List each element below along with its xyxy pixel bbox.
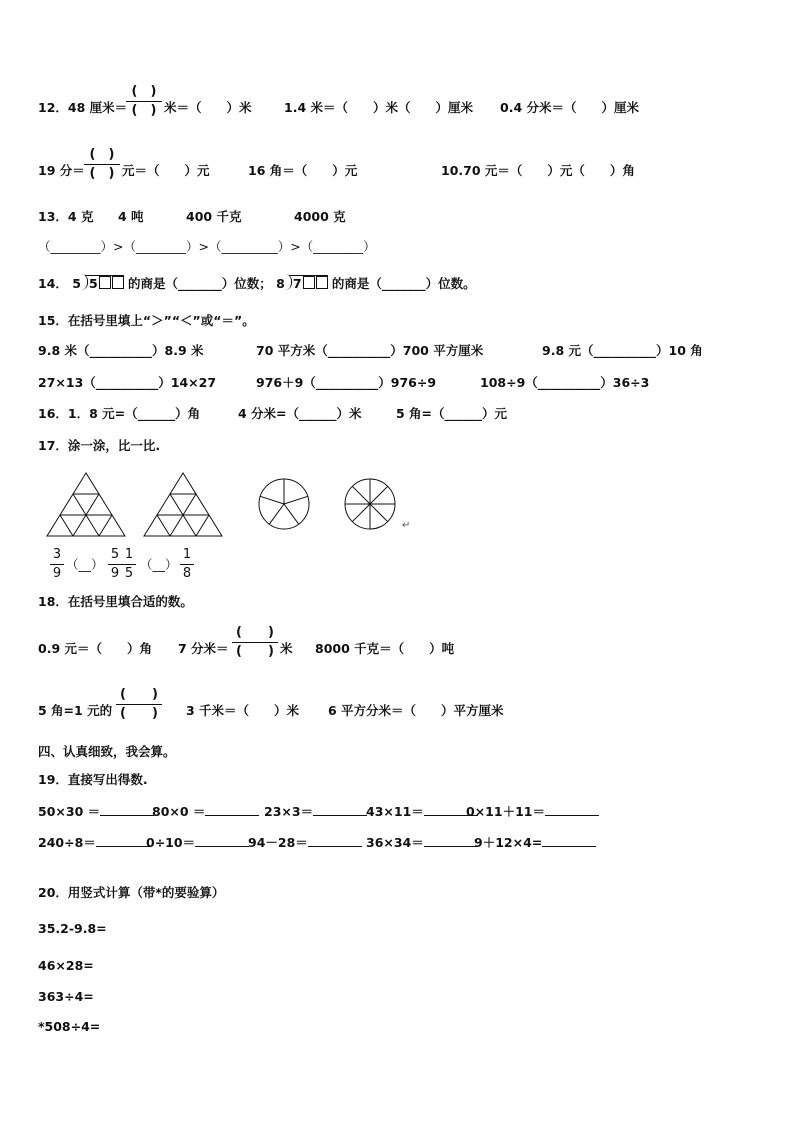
q19-r1-3: 23×3＝: [264, 803, 367, 820]
q19-r2-5: 9＋12×4=: [474, 834, 596, 851]
q18-r2-p3: 6 平方分米＝（ ）平方厘米: [328, 703, 504, 718]
fraction-3-9: 3 9: [50, 546, 64, 583]
blank-box: [112, 276, 124, 289]
fraction-1-8: 1 8: [180, 546, 194, 583]
q19-title: 19．直接写出得数.: [38, 772, 148, 787]
q12-row2-p1: 19 分＝: [38, 163, 85, 178]
fraction-5-9: 5 9: [108, 546, 122, 583]
q14-line: 14． 5 5 的商是（_______）位数； 8 7 的商是（_______）位数。: [38, 276, 476, 291]
fraction-blank: ( ) ( ): [126, 83, 162, 120]
fraction-1-5: 1 5: [122, 546, 136, 583]
return-mark: ↵: [402, 520, 411, 531]
triangle-figure-2: [143, 472, 223, 538]
q20-item-4: *508÷4=: [38, 1019, 101, 1034]
q15-title: 15．在括号里填上“＞”“＜”或“＝”。: [38, 313, 255, 328]
q18-r1-p1: 0.9 元＝（ ）角: [38, 641, 152, 656]
blank-box: [316, 276, 328, 289]
blank-box: [99, 276, 111, 289]
q16-a: 16．1．8 元=（______）角: [38, 406, 201, 421]
q19-r1-2: 80×0 ＝: [152, 803, 259, 820]
q18-r2-p2: 3 千米＝（ ）米: [186, 703, 300, 718]
q18-r2-p1: 5 角=1 元的: [38, 703, 113, 718]
circle-eighths: [344, 478, 396, 530]
q18-r1-p2: 7 分米＝: [178, 641, 229, 656]
q19-r1-1: 50×30 ＝: [38, 803, 154, 820]
q12-row2-p4: 10.70 元＝（ ）元（ ）角: [441, 163, 635, 178]
q19-r1-4: 43×11＝: [366, 803, 478, 820]
q20-item-3: 363÷4=: [38, 989, 94, 1004]
circle-fifths: [258, 478, 310, 530]
q15-r1-c: 9.8 元（__________）10 角: [542, 343, 703, 358]
q13-item-1: 13．4 克: [38, 209, 94, 224]
q18-title: 18．在括号里填合适的数。: [38, 594, 193, 609]
q12-row2-p2: 元＝（ ）元: [122, 163, 210, 178]
blank-box: [303, 276, 315, 289]
q15-r1-a: 9.8 米（__________）8.9 米: [38, 343, 204, 358]
q15-r1-b: 70 平方米（__________）700 平方厘米: [256, 343, 484, 358]
section-4-heading: 四、认真细致，我会算。: [38, 744, 176, 759]
long-division-1: 5 5: [72, 276, 123, 291]
q20-title: 20．用竖式计算（带*的要验算）: [38, 885, 225, 900]
triangle-figure-1: [46, 472, 126, 538]
q19-r2-4: 36×34＝: [366, 834, 478, 851]
q20-item-2: 46×28=: [38, 958, 94, 973]
q19-r1-5: 0×11＋11＝: [466, 803, 599, 820]
q18-r1-p3: 米: [280, 641, 293, 656]
q13-compare: （________）>（________）>（_________）>（________）: [38, 239, 376, 254]
q15-r2-c: 108÷9（__________）36÷3: [480, 375, 650, 390]
long-division-2: 8 7: [276, 276, 327, 291]
q12-row1-p3: 1.4 米＝（ ）米（ ）厘米: [284, 100, 473, 115]
q19-r2-2: 0÷10＝: [146, 834, 249, 851]
compare-blank-1: （__）: [66, 557, 104, 572]
q12-row1-p1: 12．48 厘米＝: [38, 100, 128, 115]
q13-item-4: 4000 克: [294, 209, 346, 224]
q13-item-2: 4 吨: [118, 209, 144, 224]
q19-r2-3: 94－28＝: [248, 834, 362, 851]
q16-b: 4 分米=（______）米: [238, 406, 362, 421]
q12-row2-p3: 16 角＝（ ）元: [248, 163, 358, 178]
fraction-blank: ( ) ( ): [232, 624, 278, 661]
q12-row1-p4: 0.4 分米＝（ ）厘米: [500, 100, 639, 115]
compare-blank-2: （__）: [140, 557, 178, 572]
q18-r1-p4: 8000 千克＝（ ）吨: [315, 641, 455, 656]
fraction-blank: ( ) ( ): [116, 686, 162, 723]
q13-item-3: 400 千克: [186, 209, 242, 224]
q15-r2-b: 976＋9（__________）976÷9: [256, 375, 437, 390]
q20-item-1: 35.2-9.8=: [38, 921, 107, 936]
fraction-blank: ( ) ( ): [84, 146, 120, 183]
q12-row1-p2: 米＝（ ）米: [164, 100, 252, 115]
q17-title: 17．涂一涂，比一比.: [38, 438, 161, 453]
q16-c: 5 角=（______）元: [396, 406, 508, 421]
q19-r2-1: 240÷8＝: [38, 834, 150, 851]
q15-r2-a: 27×13（__________）14×27: [38, 375, 217, 390]
